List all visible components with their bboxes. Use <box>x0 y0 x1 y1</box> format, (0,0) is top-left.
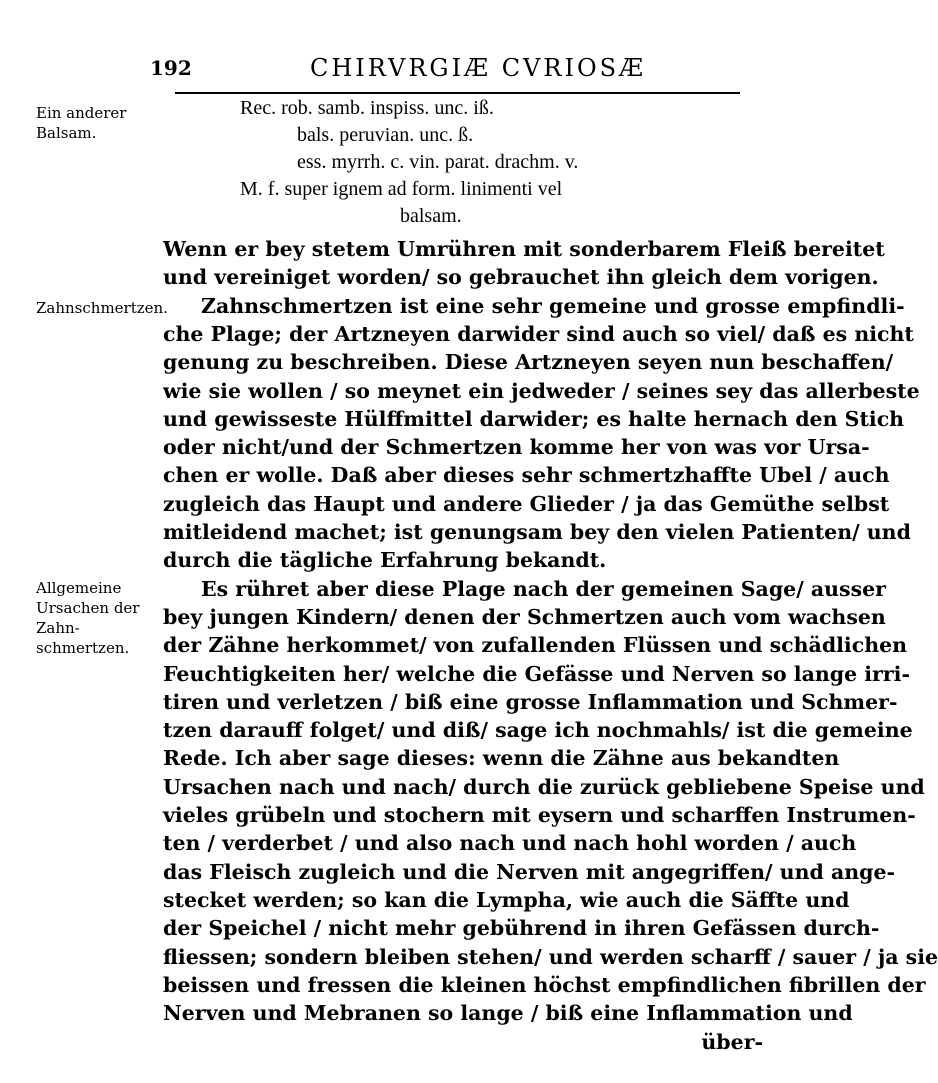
recipe-line: balsam. <box>400 205 462 227</box>
text-line: tzen darauff folget/ und diß/ sage ich nochmahls/ ist die gemeine <box>163 718 913 743</box>
text-line: che Plage; der Artzneyen darwider sind auch so viel/ daß es nicht <box>163 321 914 346</box>
text-line: genung zu beschreiben. Diese Artzneyen seyen nun beschaffen/ <box>163 350 894 375</box>
margin-note-toothache: Zahnschmertzen. <box>36 299 168 317</box>
text-line: tiren und verletzen / biß eine grosse Inflammation und Schmer- <box>163 689 898 714</box>
text-line: wie sie wollen / so meynet ein jedweder / seines sey das allerbeste <box>163 378 920 403</box>
page-header <box>150 50 750 90</box>
recipe-block <box>240 95 760 230</box>
text-line: Nerven und Mebranen so lange / biß eine Inflammation und <box>163 1001 853 1026</box>
text-line: bey jungen Kindern/ denen der Schmertzen auch vom wachsen <box>163 604 886 629</box>
text-line: Ursachen nach und nach/ durch die zurück gebliebene Speise und <box>163 774 925 799</box>
text-line: stecket werden; so kan die Lympha, wie auch die Säffte und <box>163 887 850 912</box>
text-line: vieles grübeln und stochern mit eysern und scharffen Instrumen- <box>163 803 916 827</box>
text-line: Es rühret aber diese Plage nach der gemeinen Sage/ ausser <box>201 576 886 601</box>
margin-note-other-balsam: Ein anderer Balsam. <box>36 104 127 142</box>
text-line: der Speichel / nicht mehr gebührend in ihren Gefässen durch- <box>163 916 880 941</box>
text-line: zugleich das Haupt und andere Glieder / ja das Gemüthe selbst <box>163 491 890 516</box>
header-rule <box>175 92 740 94</box>
text-line: Feuchtigkeiten her/ welche die Gefässe und Nerven so lange irri- <box>163 661 910 686</box>
margin-note-general-causes: Allgemeine Ursachen der Zahn-schmertzen. <box>36 579 140 657</box>
text-line: beissen und fressen die kleinen höchst empfindlichen fibrillen der <box>163 972 926 997</box>
recipe-line: M. f. super ignem ad form. linimenti vel <box>240 178 563 200</box>
recipe-line: ess. myrrh. c. vin. parat. drachm. v. <box>297 151 579 173</box>
recipe-line: Rec. rob. samb. inspiss. unc. iß. <box>240 97 494 119</box>
text-line: Rede. Ich aber sage dieses: wenn die Zähne aus bekandten <box>163 746 840 771</box>
running-head: CHIRVRGIÆ CVRIOSÆ <box>310 54 647 82</box>
text-line: fliessen; sondern bleiben stehen/ und werden scharff / sauer / ja sie <box>163 944 938 969</box>
text-line: und vereiniget worden/ so gebrauchet ihn gleich dem vorigen. <box>163 265 879 290</box>
text-line: chen er wolle. Daß aber dieses sehr schmertzhaffte Ubel / auch <box>163 463 890 488</box>
text-line: mitleidend machet; ist genungsam bey den vielen Patienten/ und <box>163 520 911 544</box>
recipe-line: bals. peruvian. unc. ß. <box>297 124 474 146</box>
page-number: 192 <box>150 56 192 80</box>
text-line: Wenn er bey stetem Umrühren mit sonderbarem Fleiß bereitet <box>163 237 885 261</box>
text-line: der Zähne herkommet/ von zufallenden Flüssen und schädlichen <box>163 633 908 658</box>
catchword: über- <box>701 1030 763 1055</box>
text-line: ten / verderbet / und also nach und nach hohl worden / auch <box>163 831 857 856</box>
text-line: Zahnschmertzen ist eine sehr gemeine und grosse empfindli- <box>201 293 905 318</box>
text-line: und gewisseste Hülffmittel darwider; es halte hernach den Stich <box>163 406 905 431</box>
text-line: durch die tägliche Erfahrung bekandt. <box>163 548 607 573</box>
text-line: oder nicht/und der Schmertzen komme her von was vor Ursa- <box>163 435 870 460</box>
text-line: das Fleisch zugleich und die Nerven mit angegriffen/ und ange- <box>163 859 896 884</box>
